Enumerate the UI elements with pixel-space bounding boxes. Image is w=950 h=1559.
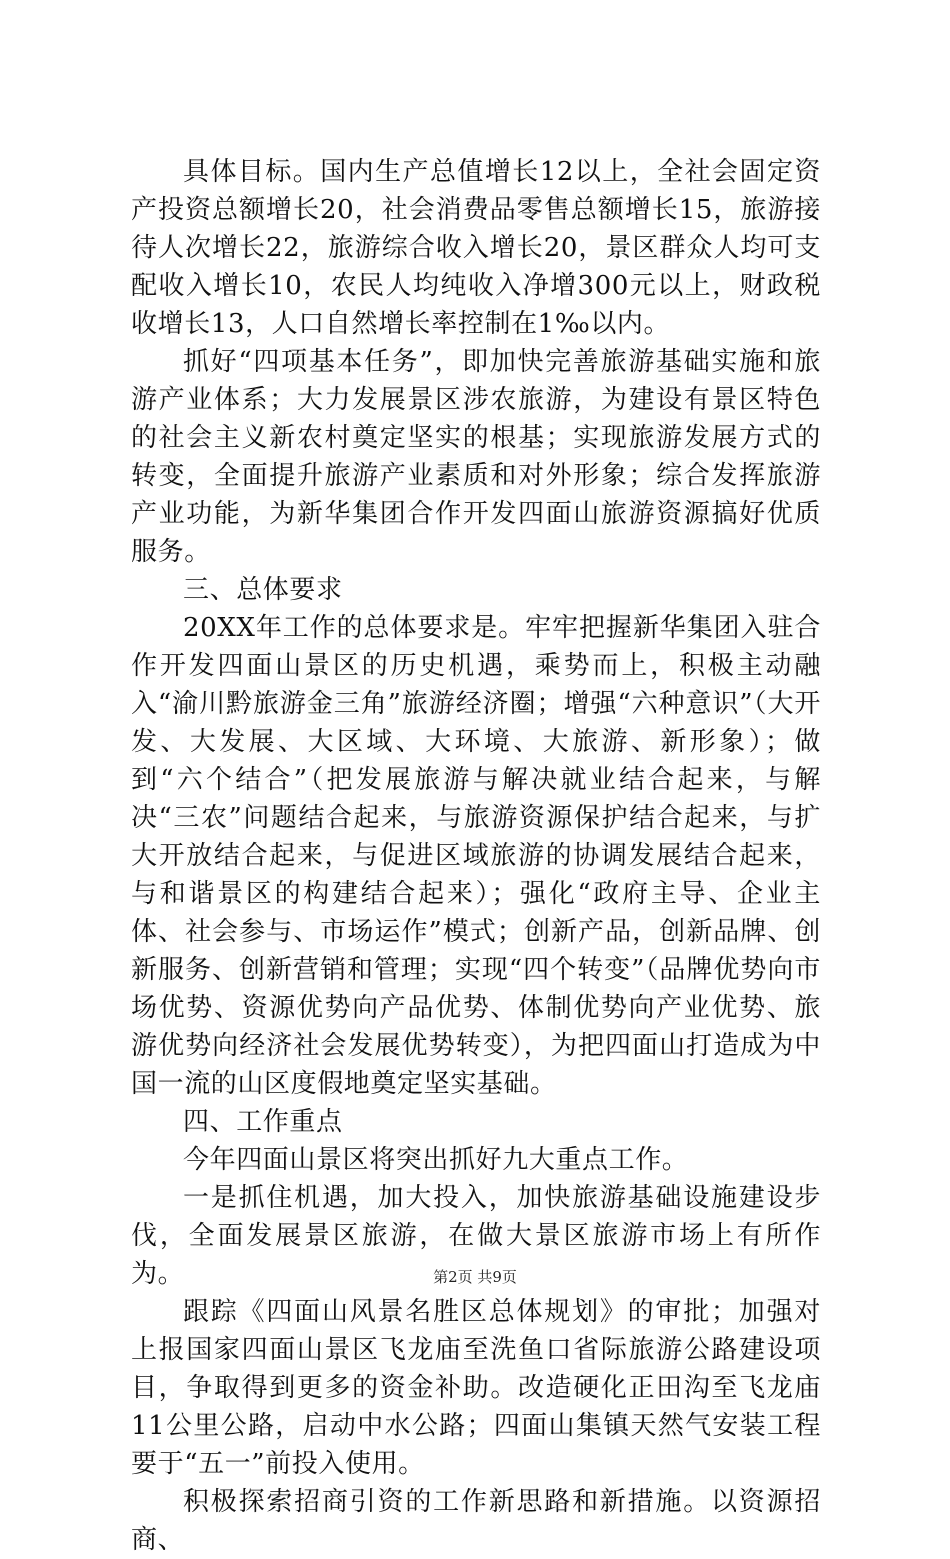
paragraph-specific-goals: 具体目标。国内生产总值增长12以上，全社会固定资产投资总额增长20，社会消费品零售总额增长15，旅游接待人次增长22，旅游综合收入增长20，景区群众人均可支配收入增长10，农民人均纯收入净增300元以上，财政税收增长13，人口自然增长率控制在1‰以内。 [131,157,821,339]
paragraph-first-task: 一是抓住机遇，加大投入，加快旅游基础设施建设步伐，全面发展景区旅游，在做大景区旅游市场上有所作为。 [131,1183,821,1289]
section-heading-work-focus: 四、工作重点 [183,1107,343,1137]
paragraph-investment-attraction: 积极探索招商引资的工作新思路和新措施。以资源招商、 [131,1487,821,1555]
paragraph-planning-and-roads: 跟踪《四面山风景名胜区总体规划》的审批；加强对上报国家四面山景区飞龙庙至洗鱼口省际旅游公路建设项目，争取得到更多的资金补助。改造硬化正田沟至飞龙庙11公里公路，启动中水公路；四面山集镇天然气安装工程要于“五一”前投入使用。 [131,1297,821,1479]
document-body [131,153,821,1559]
page-number-footer: 第2页 共9页 [433,1268,517,1286]
paragraph-four-tasks: 抓好“四项基本任务”，即加快完善旅游基础实施和旅游产业体系；大力发展景区涉农旅游，为建设有景区特色的社会主义新农村奠定坚实的根基；实现旅游发展方式的转变，全面提升旅游产业素质和对外形象；综合发挥旅游产业功能，为新华集团合作开发四面山旅游资源搞好优质服务。 [131,347,821,567]
paragraph-overall-requirements: 20XX年工作的总体要求是。牢牢把握新华集团入驻合作开发四面山景区的历史机遇，乘势而上，积极主动融入“渝川黔旅游金三角”旅游经济圈；增强“六种意识”（大开发、大发展、大区域、大环境、大旅游、新形象）；做到“六个结合”（把发展旅游与解决就业结合起来，与解决“三农”问题结合起来，与旅游资源保护结合起来，与扩大开放结合起来，与促进区域旅游的协调发展结合起来，与和谐景区的构建结合起来）；强化“政府主导、企业主体、社会参与、市场运作”模式；创新产品，创新品牌、创新服务、创新营销和管理；实现“四个转变”（品牌优势向市场优势、资源优势向产品优势、体制优势向产业优势、旅游优势向经济社会发展优势转变），为把四面山打造成为中国一流的山区度假地奠定坚实基础。 [131,613,821,1099]
section-heading-overall-requirements: 三、总体要求 [183,575,343,605]
paragraph-nine-key-tasks: 今年四面山景区将突出抓好九大重点工作。 [183,1145,689,1175]
